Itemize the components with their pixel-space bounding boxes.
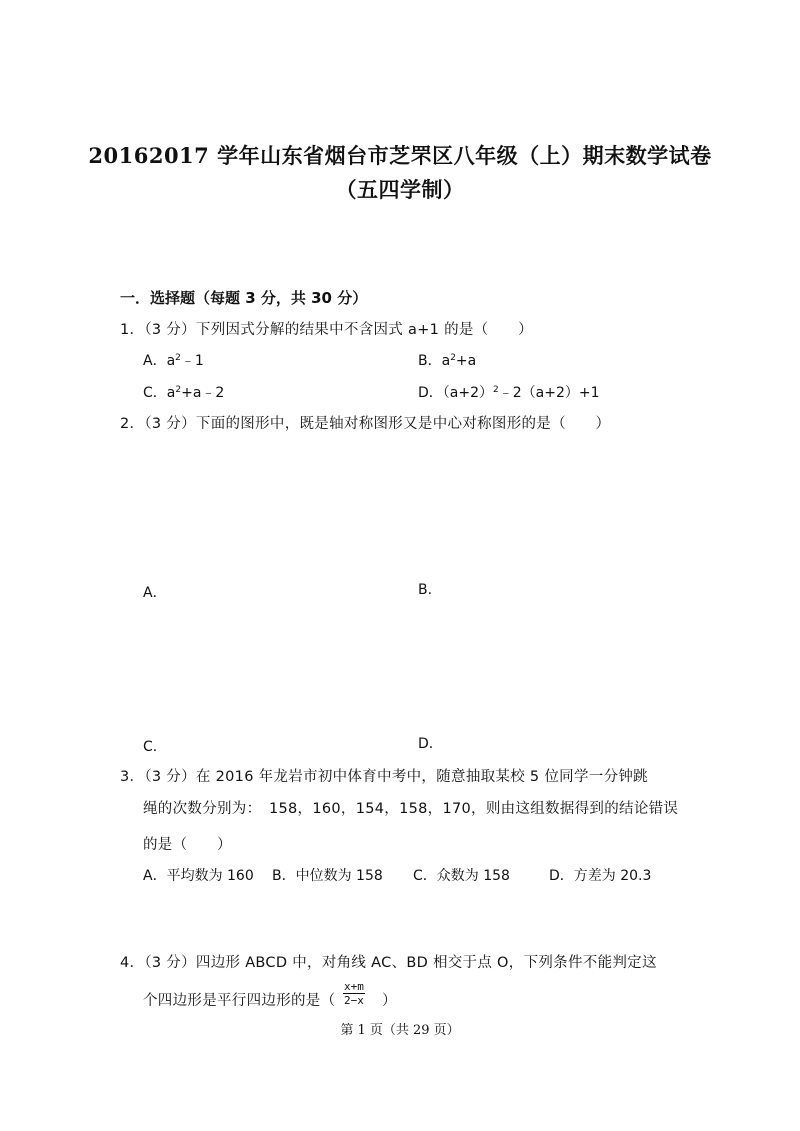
q1-option-b <box>418 350 476 370</box>
q2-stem: 2．（3 分）下面的图形中，既是轴对称图形又是中心对称图形的是（ ） <box>120 416 611 432</box>
q4-stem-line1: 4．（3 分）四边形 ABCD 中，对角线 AC、BD 相交于点 O，下列条件不能判定这 <box>120 955 657 971</box>
q1-option-d <box>418 382 600 402</box>
q2-option-c: C． <box>143 739 167 755</box>
q3-stem-line3: 的是（ ） <box>143 837 232 853</box>
q3-option-c: C．众数为 158 <box>413 868 510 884</box>
q1-option-b-rest: +a <box>455 353 477 369</box>
q4-fraction-numerator: x+m <box>344 980 364 993</box>
q1-option-d-sup: 2 <box>493 385 499 395</box>
q1-option-a-sup: 2 <box>175 353 181 363</box>
doc-title-line1: 20162017 学年山东省烟台市芝罘区八年级（上）期末数学试卷 <box>88 143 712 168</box>
q4-stem-line2-pre: 个四边形是平行四边形的是（ <box>143 993 336 1009</box>
q2-option-d: D. <box>418 736 434 752</box>
q4-stem-line2-post: ） <box>382 993 397 1009</box>
q4-fraction-denominator: 2−x <box>344 994 364 1007</box>
q1-option-a-text: A．a <box>143 353 176 369</box>
q1-option-a-rest: ﹣1 <box>180 353 204 369</box>
doc-title-line2: （五四学制） <box>335 177 465 202</box>
q1-option-a <box>143 350 204 370</box>
q3-stem-line1: 3．（3 分）在 2016 年龙岩市初中体育中考中，随意抽取某校 5 位同学一分钟跳 <box>120 769 648 785</box>
q1-option-c <box>143 382 224 402</box>
section-heading: 一．选择题（每题 3 分，共 30 分） <box>120 289 368 307</box>
q1-option-c-text: C．a <box>143 385 176 401</box>
q1-option-d-rest: ﹣2（a+2）+1 <box>498 385 600 401</box>
q3-option-a: A．平均数为 160 <box>143 868 254 884</box>
q3-option-b: B．中位数为 158 <box>272 868 383 884</box>
q1-option-b-text: B．a <box>418 353 451 369</box>
q3-option-d: D．方差为 20.3 <box>549 868 652 884</box>
q1-option-b-sup: 2 <box>450 353 456 363</box>
q4-fraction <box>343 980 365 1007</box>
page-footer: 第 1 页（共 29 页） <box>340 1023 460 1038</box>
q2-option-a: A． <box>143 585 167 601</box>
q2-option-b: B. <box>418 582 433 598</box>
q1-option-d-text: D．（a+2） <box>418 385 493 401</box>
q3-stem-line2: 绳的次数分别为： 158，160，154，158，170，则由这组数据得到的结论错误 <box>143 801 679 817</box>
q1-stem: 1．（3 分）下列因式分解的结果中不含因式 a+1 的是（ ） <box>120 322 533 338</box>
q1-option-c-rest: +a﹣2 <box>181 385 225 401</box>
q1-option-c-sup: 2 <box>175 385 182 395</box>
